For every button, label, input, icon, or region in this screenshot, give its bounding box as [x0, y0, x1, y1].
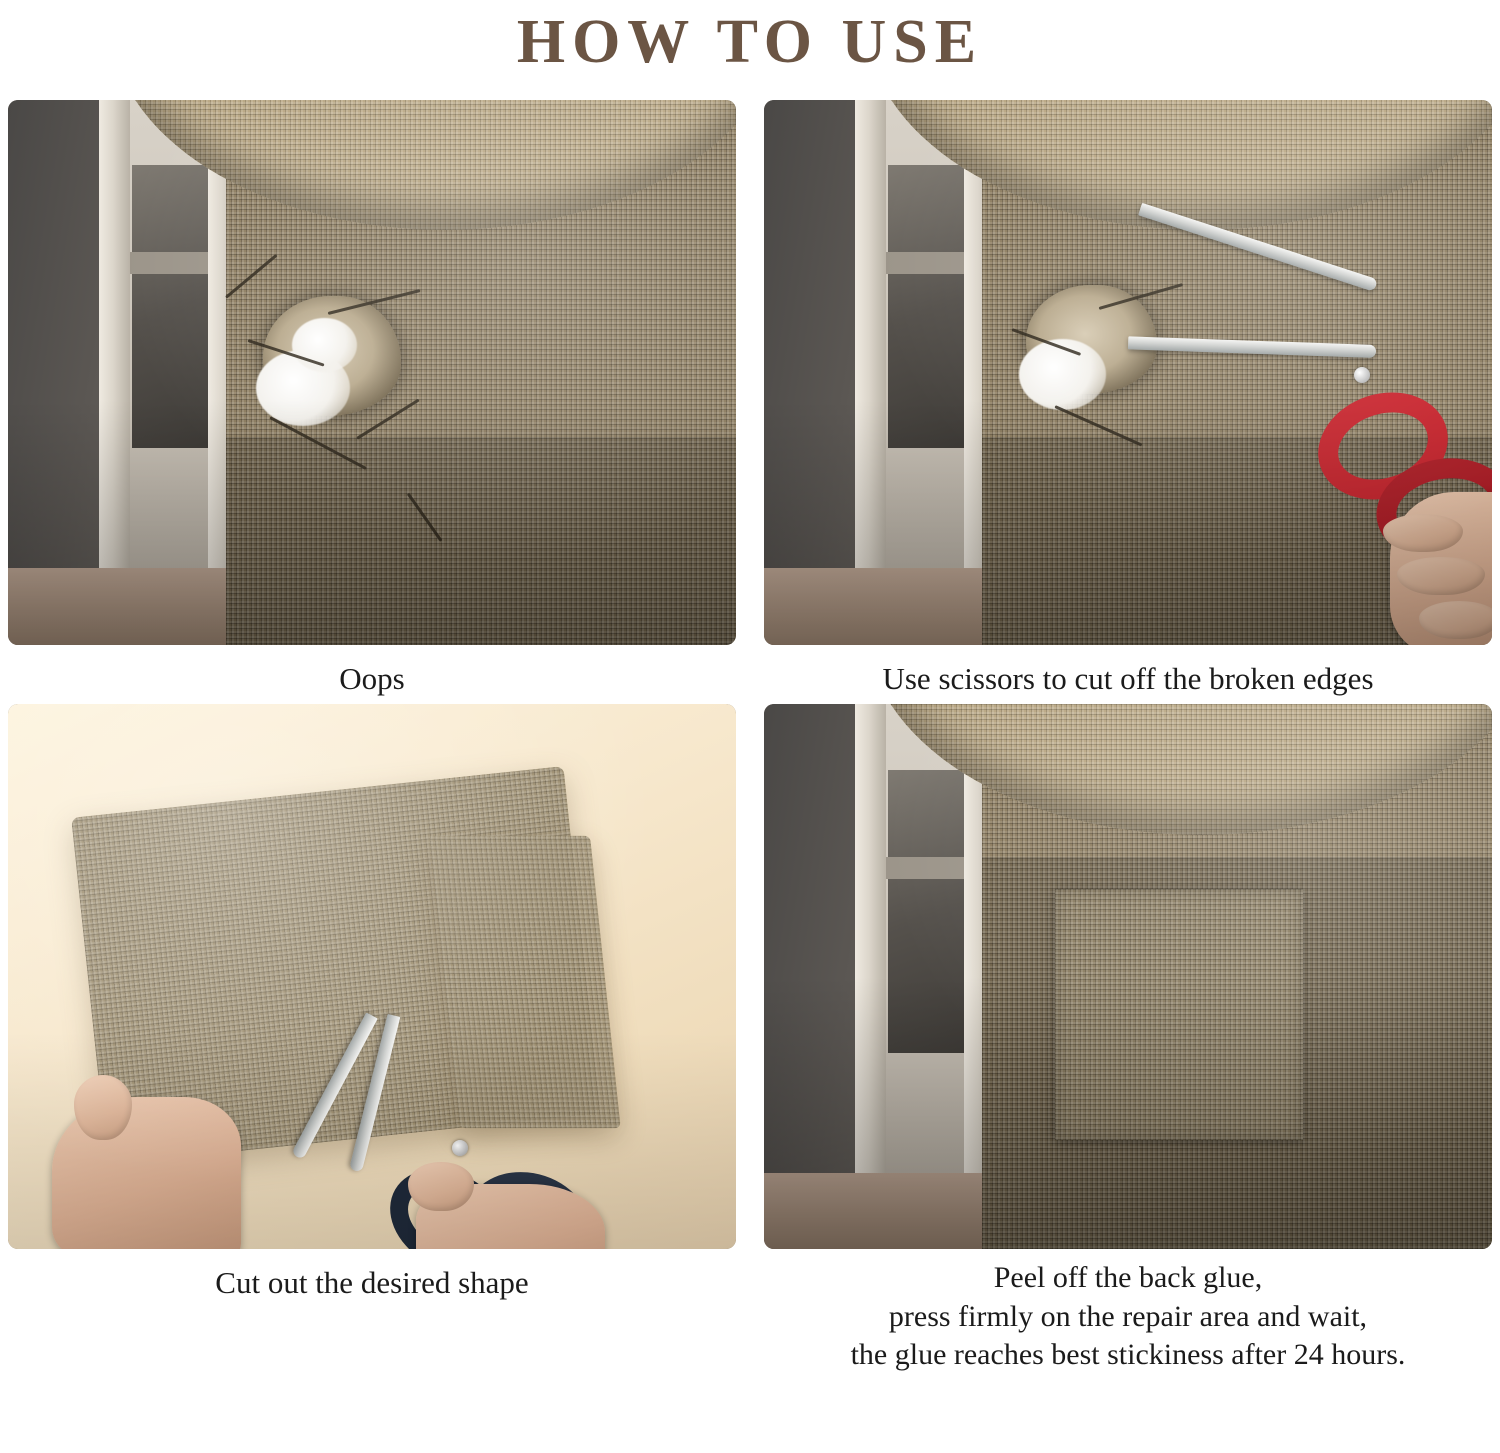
door-frame-left: [99, 100, 130, 645]
step-card-2: [756, 100, 1500, 699]
floor-strip: [764, 568, 997, 644]
floor-strip: [8, 568, 241, 644]
finger: [1419, 601, 1492, 639]
step-2-caption: Use scissors to cut off the broken edges: [882, 660, 1374, 696]
step-1-caption: Oops: [339, 660, 405, 696]
stuffing-fluff: [1019, 339, 1106, 410]
step-4-caption-line-1: Peel off the back glue,: [993, 1261, 1263, 1295]
step-card-4: [756, 704, 1500, 1374]
finger: [1383, 514, 1463, 552]
step-1-photo: [8, 100, 736, 645]
page-title: HOW TO USE: [516, 8, 984, 76]
door-frame-left: [855, 100, 886, 645]
applied-patch: [1055, 889, 1303, 1140]
trimming-scene: [764, 100, 1492, 645]
finger: [408, 1162, 474, 1211]
thumb: [74, 1075, 132, 1140]
step-card-1: [0, 100, 744, 699]
steps-grid: [0, 100, 1500, 1375]
patched-fabric-scene: [764, 704, 1492, 1249]
step-4-caption-line-3: the glue reaches best stickiness after 24 hours.: [850, 1337, 1406, 1371]
step-card-3: [0, 704, 744, 1374]
patch-sheet-curl: [429, 836, 621, 1129]
door-frame-left: [855, 704, 886, 1249]
step-4-caption-line-2: press firmly on the repair area and wait,: [888, 1299, 1368, 1333]
finger: [1397, 557, 1484, 595]
cutting-sheet-scene: [8, 704, 736, 1249]
torn-fabric-scene: [8, 100, 736, 645]
step-3-caption: Cut out the desired shape: [215, 1265, 529, 1301]
step-2-photo: [764, 100, 1492, 645]
step-3-photo: [8, 704, 736, 1249]
sofa-lower-fabric: [226, 437, 736, 644]
floor-strip: [764, 1173, 997, 1249]
scissor-pivot: [1354, 367, 1370, 383]
step-4-caption: [851, 1249, 1406, 1374]
step-4-photo: [764, 704, 1492, 1249]
stuffing-fluff: [292, 318, 358, 373]
